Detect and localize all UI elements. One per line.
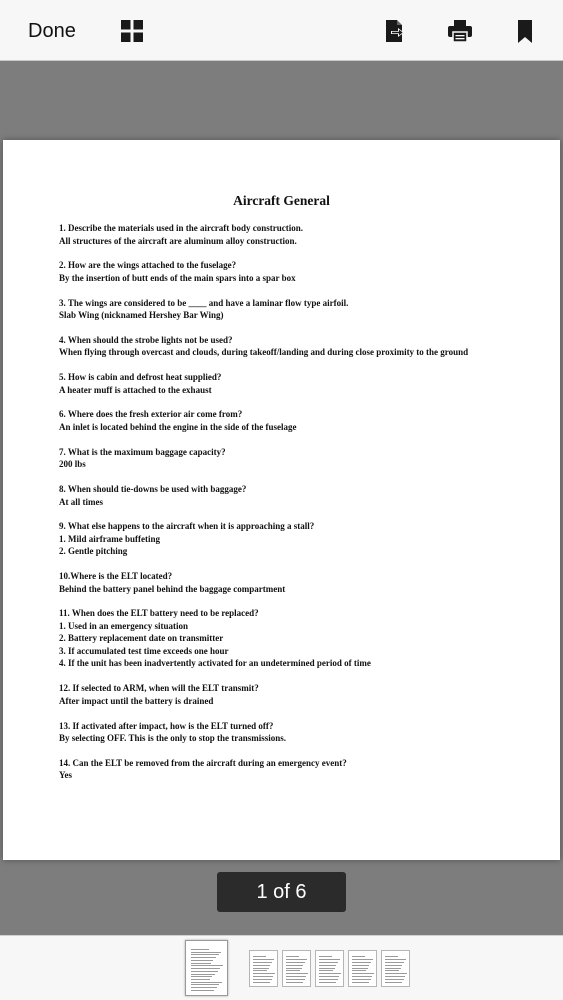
print-icon[interactable] <box>447 18 473 44</box>
answer-text: 2. Battery replacement date on transmitter <box>59 633 224 644</box>
done-button[interactable]: Done <box>28 20 76 42</box>
answer-text: A heater muff is attached to the exhaust <box>59 384 212 395</box>
document-viewer[interactable] <box>0 61 563 935</box>
answer-text: At all times <box>59 496 103 507</box>
question-item <box>59 720 509 745</box>
share-icon[interactable] <box>382 18 408 44</box>
question-item <box>59 446 509 471</box>
document-page <box>3 140 560 860</box>
answer-text: By the insertion of butt ends of the main spars into a spar box <box>59 272 296 283</box>
page-thumbnail[interactable] <box>315 950 344 987</box>
question-text: 6. Where does the fresh exterior air come from? <box>59 409 243 420</box>
page-thumbnail[interactable] <box>185 940 228 996</box>
question-item <box>59 222 509 247</box>
document-title: Aircraft General <box>233 193 330 208</box>
question-text: 13. If activated after impact, how is the ELT turned off? <box>59 720 274 731</box>
question-item <box>59 259 509 284</box>
answer-text: 1. Used in an emergency situation <box>59 620 188 631</box>
page-thumbnail[interactable] <box>282 950 311 987</box>
answer-text: Behind the battery panel behind the baggage compartment <box>59 583 286 594</box>
page-indicator: 1 of 6 <box>217 872 346 912</box>
question-item <box>59 570 509 595</box>
question-text: 3. The wings are considered to be ____ and have a laminar flow type airfoil. <box>59 297 349 308</box>
answer-text: Yes <box>59 770 72 781</box>
page-thumbnail[interactable] <box>348 950 377 987</box>
question-item <box>59 371 509 396</box>
question-text: 10.Where is the ELT located? <box>59 571 173 582</box>
bookmark-icon[interactable] <box>512 18 538 44</box>
answer-text: After impact until the battery is drained <box>59 695 214 706</box>
question-text: 5. How is cabin and defrost heat supplied? <box>59 372 222 383</box>
question-item <box>59 607 509 670</box>
top-toolbar <box>0 0 563 61</box>
question-item <box>59 757 509 782</box>
answer-text: Slab Wing (nicknamed Hershey Bar Wing) <box>59 310 224 321</box>
question-list <box>59 222 509 794</box>
question-text: 11. When does the ELT battery need to be replaced? <box>59 608 259 619</box>
question-text: 14. Can the ELT be removed from the aircraft during an emergency event? <box>59 757 347 768</box>
answer-text: 200 lbs <box>59 459 86 470</box>
question-item <box>59 682 509 707</box>
question-item <box>59 334 509 359</box>
answer-text: When flying through overcast and clouds, during takeoff/landing and during close proximity to the ground <box>59 347 469 358</box>
thumbnail-strip <box>0 935 563 1000</box>
question-text: 8. When should tie-downs be used with baggage? <box>59 484 247 495</box>
answer-text: 4. If the unit has been inadvertently activated for an undetermined period of time <box>59 658 371 669</box>
question-text: 4. When should the strobe lights not be used? <box>59 334 233 345</box>
question-item <box>59 408 509 433</box>
page-thumbnail[interactable] <box>249 950 278 987</box>
answer-text: 3. If accumulated test time exceeds one hour <box>59 645 229 656</box>
question-item <box>59 297 509 322</box>
answer-text: 1. Mild airframe buffeting <box>59 533 160 544</box>
question-item <box>59 520 509 558</box>
question-text: 2. How are the wings attached to the fuselage? <box>59 260 237 271</box>
question-text: 7. What is the maximum baggage capacity? <box>59 446 226 457</box>
page-thumbnail[interactable] <box>381 950 410 987</box>
answer-text: By selecting OFF. This is the only to stop the transmissions. <box>59 733 287 744</box>
answer-text: All structures of the aircraft are aluminum alloy construction. <box>59 235 297 246</box>
question-text: 9. What else happens to the aircraft when it is approaching a stall? <box>59 521 315 532</box>
question-text: 1. Describe the materials used in the aircraft body construction. <box>59 223 304 233</box>
answer-text: 2. Gentle pitching <box>59 546 128 557</box>
grid-icon[interactable] <box>119 18 145 44</box>
question-item <box>59 483 509 508</box>
answer-text: An inlet is located behind the engine in the side of the fuselage <box>59 421 297 432</box>
question-text: 12. If selected to ARM, when will the ELT transmit? <box>59 683 259 694</box>
